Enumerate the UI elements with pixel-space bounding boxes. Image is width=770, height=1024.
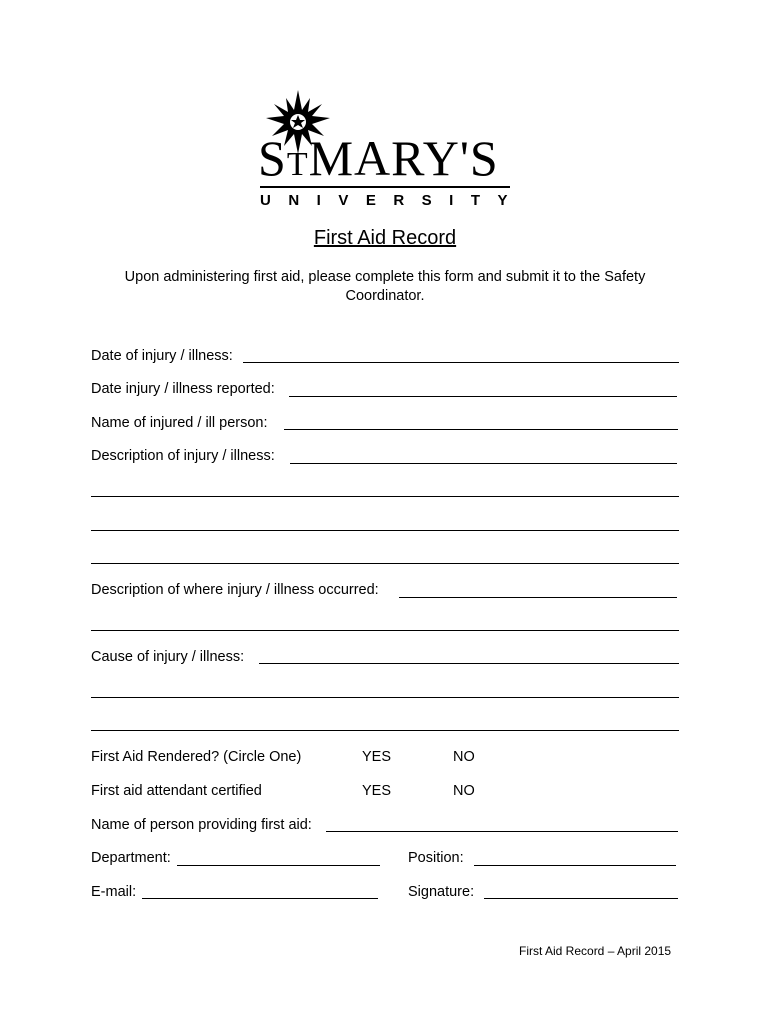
page-footer: First Aid Record – April 2015 bbox=[519, 944, 672, 958]
description-line-4[interactable] bbox=[91, 563, 679, 564]
cause-line-2[interactable] bbox=[91, 697, 679, 698]
logo-university-text: UNIVERSITY bbox=[260, 192, 526, 209]
first-aid-rendered-yes[interactable]: YES bbox=[362, 749, 392, 765]
signature-line[interactable] bbox=[484, 898, 678, 899]
attendant-certified-no[interactable]: NO bbox=[453, 783, 475, 799]
description-label: Description of injury / illness: bbox=[91, 448, 275, 464]
attendant-certified-yes[interactable]: YES bbox=[362, 783, 392, 799]
date-reported-line[interactable] bbox=[289, 396, 677, 397]
provider-name-line[interactable] bbox=[326, 831, 678, 832]
name-injured-label: Name of injured / ill person: bbox=[91, 415, 268, 431]
description-line[interactable] bbox=[290, 463, 677, 464]
description-line-2[interactable] bbox=[91, 496, 679, 497]
first-aid-rendered-label: First Aid Rendered? (Circle One) bbox=[91, 749, 302, 765]
position-line[interactable] bbox=[474, 865, 676, 866]
email-line[interactable] bbox=[142, 898, 378, 899]
attendant-certified-label: First aid attendant certified bbox=[91, 783, 262, 799]
date-reported-label: Date injury / illness reported: bbox=[91, 381, 275, 397]
position-label: Position: bbox=[408, 850, 464, 866]
department-line[interactable] bbox=[177, 865, 380, 866]
provider-name-label: Name of person providing first aid: bbox=[91, 817, 312, 833]
email-label: E-mail: bbox=[91, 884, 137, 900]
name-injured-line[interactable] bbox=[284, 429, 678, 430]
first-aid-rendered-no[interactable]: NO bbox=[453, 749, 475, 765]
where-occurred-line[interactable] bbox=[399, 597, 677, 598]
date-of-injury-label: Date of injury / illness: bbox=[91, 348, 233, 364]
university-logo-wordmark: STMARY'S bbox=[258, 130, 499, 186]
form-title: First Aid Record bbox=[313, 227, 457, 249]
department-label: Department: bbox=[91, 850, 171, 866]
where-occurred-line-2[interactable] bbox=[91, 630, 679, 631]
signature-label: Signature: bbox=[408, 884, 475, 900]
logo-divider bbox=[260, 186, 510, 188]
description-line-3[interactable] bbox=[91, 530, 679, 531]
date-of-injury-line[interactable] bbox=[243, 362, 679, 363]
cause-line[interactable] bbox=[259, 663, 679, 664]
form-intro: Upon administering first aid, please complete this form and submit it to the Safety Coordinator. bbox=[124, 269, 646, 304]
cause-line-3[interactable] bbox=[91, 730, 679, 731]
cause-label: Cause of injury / illness: bbox=[91, 649, 245, 665]
where-occurred-label: Description of where injury / illness occurred: bbox=[91, 582, 379, 598]
